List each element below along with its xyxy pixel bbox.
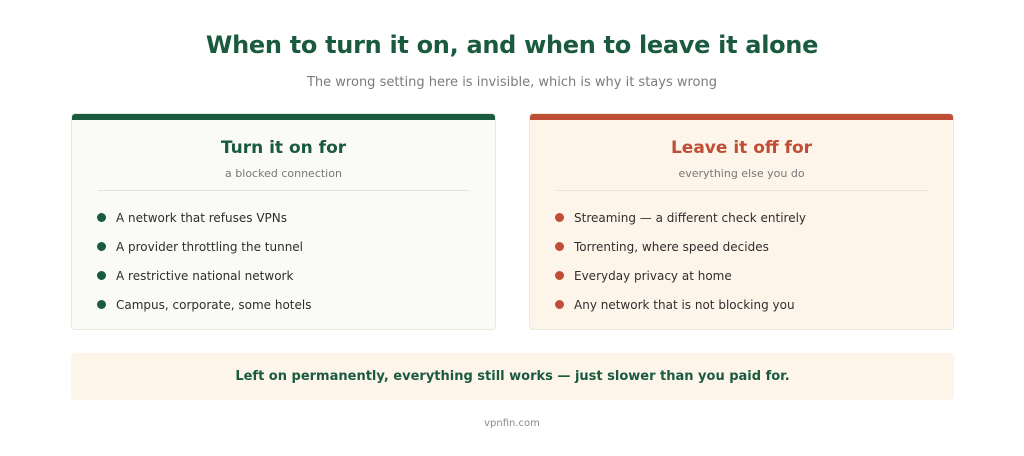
list-item — [97, 210, 311, 239]
list-item — [555, 268, 806, 297]
leave-off-card-title: Leave it off for — [670, 138, 813, 158]
bullet-dot-icon — [97, 300, 106, 309]
bullet-dot-icon — [555, 300, 564, 309]
leave-off-card-subtitle: everything else you do — [678, 167, 805, 180]
list-item-text: A provider throttling the tunnel — [116, 240, 304, 254]
leave-off-card-accent-bar — [530, 114, 953, 120]
turn-on-list — [97, 210, 311, 326]
turn-on-card — [71, 113, 496, 330]
bullet-dot-icon — [555, 213, 564, 222]
page-title: When to turn it on, and when to leave it alone — [205, 31, 819, 59]
turn-on-card-title: Turn it on for — [220, 138, 347, 158]
bullet-dot-icon — [97, 213, 106, 222]
bullet-dot-icon — [555, 271, 564, 280]
list-item — [555, 210, 806, 239]
bullet-dot-icon — [97, 271, 106, 280]
list-item — [97, 297, 311, 326]
footer-site-name: vpnfin.com — [484, 418, 540, 429]
list-item-text: Streaming — a different check entirely — [574, 211, 807, 225]
turn-on-card-subtitle: a blocked connection — [225, 167, 342, 180]
list-item — [555, 297, 806, 326]
turn-on-card-divider — [98, 190, 469, 191]
list-item-text: Everyday privacy at home — [574, 269, 732, 283]
list-item-text: A restrictive national network — [116, 269, 294, 283]
leave-off-list — [555, 210, 806, 326]
list-item-text: Any network that is not blocking you — [574, 298, 795, 312]
bullet-dot-icon — [97, 242, 106, 251]
leave-off-card — [529, 113, 954, 330]
leave-off-card-divider — [556, 190, 927, 191]
list-item — [555, 239, 806, 268]
page-subtitle: The wrong setting here is invisible, which is why it stays wrong — [306, 75, 718, 90]
list-item — [97, 239, 311, 268]
summary-banner: Left on permanently, everything still works — just slower than you paid for. — [71, 353, 954, 400]
list-item — [97, 268, 311, 297]
bullet-dot-icon — [555, 242, 564, 251]
list-item-text: A network that refuses VPNs — [116, 211, 288, 225]
turn-on-card-accent-bar — [72, 114, 495, 120]
list-item-text: Torrenting, where speed decides — [574, 240, 769, 254]
list-item-text: Campus, corporate, some hotels — [116, 298, 312, 312]
